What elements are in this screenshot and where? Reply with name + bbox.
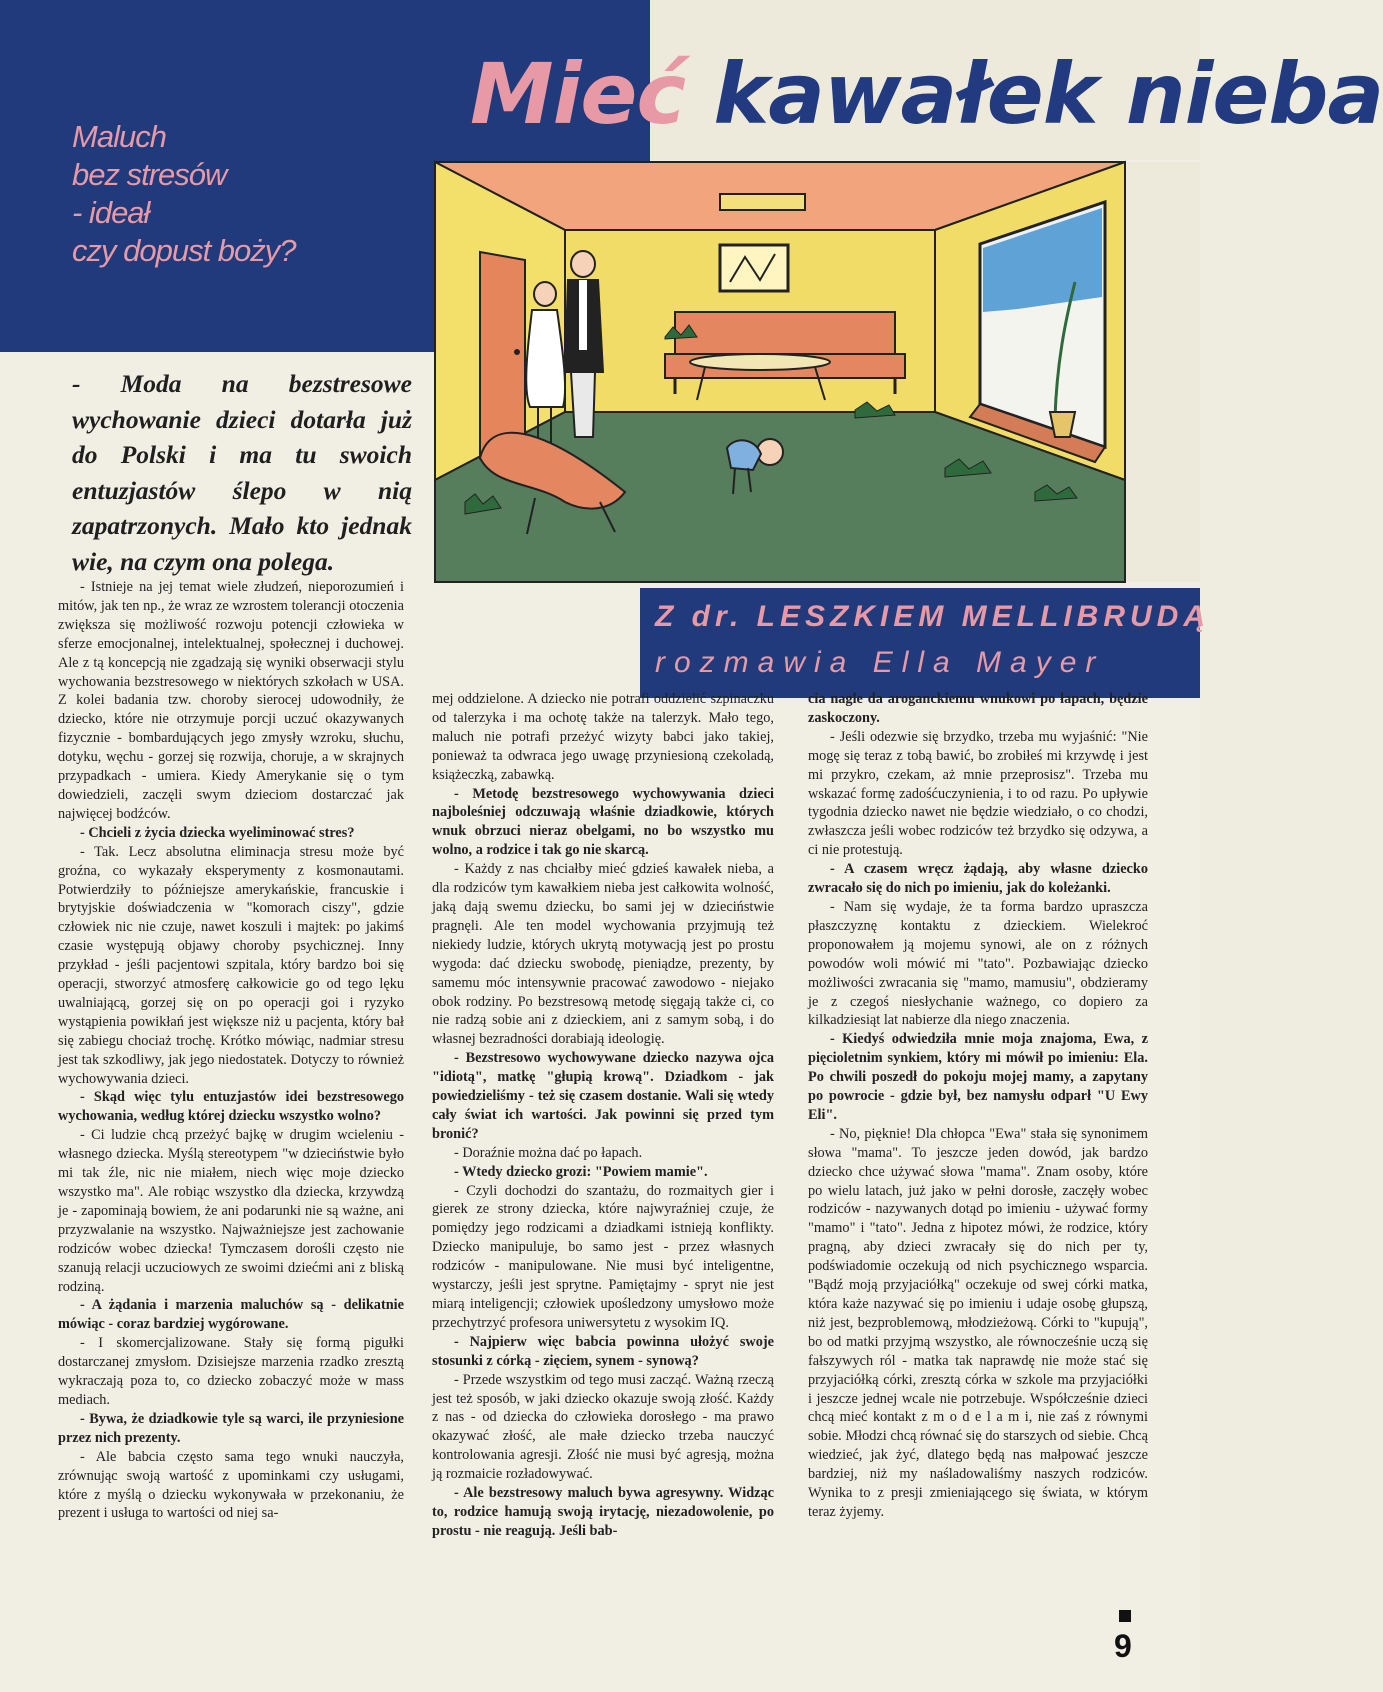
interview-question: - Ale bezstresowy maluch bywa agresywny. Widząc to, rodzice hamują swoją irytację, niezadowolenie, po prostu - nie reagują. Jeśli bab- [432,1485,774,1539]
tagline-line: czy dopust boży? [72,233,296,268]
byline-line: rozmawia Ella Mayer [655,646,1105,679]
interview-answer: - I skomercjalizowane. Stały się formą pigułki dostarczanej zmysłom. Dzisiejsze marzenia rzadko zresztą wykraczają poza to, co dziecko zobaczyć może w mass mediach. [58,1335,404,1408]
interview-question: - Chcieli z życia dziecka wyeliminować stres? [80,824,355,841]
interview-question: - Bywa, że dziadkowie tyle są warci, ile przyniesione przez nich prezenty. [58,1410,404,1446]
tagline-line: Maluch [72,119,166,154]
interview-answer: - Czyli dochodzi do szantażu, do rozmaitych gier i gierek ze strony dziecka, które najwyraźniej czuje, że pomiędzy jego rodzicami a dziadkami istnieją konflikty. Dziecko manipuluje, bo samo jest - przez własnych rodziców - manipulowane. Nie musi być inteligentne, wystarczy, jeśli jest sprytne. Pamiętajmy - spryt nie jest miarą inteligencji; człowiek upośledzony umysłowo może przechytrzyć profesora uniwersytetu z wysokim IQ. [432,1182,774,1331]
interview-answer: - No, pięknie! Dla chłopca "Ewa" stała się synonimem słowa "mama". To jeszcze jeden dowód, jak bardzo dziecko chce używać słowa "mama". Znam osoby, które po wielu latach, już jako w pełni dorosłe, zaczęły wobec rodziców - nazywanych dotąd po imieniu - używać formy "mamo" i "tato". Jedna z hipotez mówi, że rodzice, który pragną, aby dzieci zwracały się do nich per ty, podświadomie oczekują od nich psychicznego wsparcia. "Bądź moją przyjaciółką" oczekuje od swej córki matka, która każe nazywać się po imieniu i udaje osobę głupszą, niż jest, bezproblemową, młodzieżową. Córki to "kupują", bo od matki przyjmą wszystko, ale równocześnie uczą się fałszywych ról - matka tak naprawdę nie może stać się przyjaciółką córki, zresztą córka w szkole ma przyjaciółki i jeszcze jednej wcale nie potrzebuje. Współcześnie dzieci chcą mieć kontakt z m o d e l a m i, nie zaś z równymi sobie. Młodzi chcą równać się do starszych od siebie. Chcą wiedzieć, jak żyć, dlatego będą nas małpować jeszcze bardziej, niż my naśladowaliśmy naszych rodziców. Wynika to z presji zmieniającego się świata, w którym teraz żyjemy. [808,1125,1148,1520]
interview-question: - Kiedyś odwiedziła mnie moja znajoma, Ewa, z pięcioletnim synkiem, który mi mówił po imieniu: Ela. Po chwili poszedł do pokoju mojej mamy, a zapytany po powrocie - gdzie był, bez namysłu odparł "U Ewy Eli". [808,1031,1148,1123]
interview-answer: - Ci ludzie chcą przeżyć bajkę w drugim wcieleniu - własnego dziecka. Myślą stereotypem "w dzieciństwie było mi tak źle, nic nie miałem, niech więc moje dziecko wszystko ma". Ale robiąc wszystko dla dziecka, krzywdzą je - zapominają bowiem, że ani podarunki nie są ważne, ani przyzwalanie na wszystko. Najważniejsze jest zachowanie rodziców wobec dziecka! Tymczasem dorośli często nie szanują relacji uczuciowych ze swoimi dziećmi ani z bliską rodziną. [58,1127,404,1295]
interview-question: - Metodę bezstresowego wychowywania dzieci najboleśniej odczuwają właśnie dziadkowie, których wnuk obrzuci nieraz obelgami, no bo wszystko mu wolno, a rodzice i tak go nie skarcą. [432,785,774,859]
tagline-line: bez stresów [72,157,227,192]
interview-question: - Bezstresowo wychowywane dziecko nazywa ojca "idiotą", matkę "głupią krową". Dziadkom - jak powiedzieliśmy - też się czasem dostanie. Wali się wtedy cały świat ich wartości. Jak powinni się przed tym bronić? [432,1050,774,1142]
end-of-article-square [1119,1610,1131,1622]
interview-answer: - Przede wszystkim od tego musi zacząć. Ważną rzeczą jest też sposób, w jaki dziecko okazuje swoją złość. Każdy z nas - od dziecka do człowieka dorosłego - ma prawo okazywać złość, ale małe dziecko trzeba nauczyć kontrolowania agresji. Złość nie musi być agresją, można ją rozmaicie rozładowywać. [432,1371,774,1483]
interview-answer: - Istnieje na jej temat wiele złudzeń, nieporozumień i mitów, jak ten np., że wraz ze wzrostem tolerancji otoczenia zwiększa się możliwość rozwoju potencji człowieka w sferze emocjonalnej, intelektualnej, społecznej i duchowej. Ale z tą koncepcją nie zgadzają się wyniki obserwacji stylu wychowania bezstresowego w niektórych szkołach w USA. Z kolei badania tzw. choroby sierocej udowodniły, że dziecko, które nie otrzymuje porcji uczuć okazywanych fizycznie - bombardujących jego zmysły wzroku, słuchu, dotyku, węchu - gorzej się rozwija, choruje, a w skrajnych przypadkach - umiera. Kiedy Amerykanie się o tym dowiedzieli, zaczęli swym dzieciom dostarczać jak najwięcej bodźców. [58,579,404,822]
byline-line: Z dr. LESZKIEM MELLIBRUDĄ [655,600,1210,633]
room-illustration [435,162,1200,582]
title-word-2: kawałek nieba [713,45,1383,143]
interview-question: - A czasem wręcz żądają, aby własne dziecko zwracało się do nich po imieniu, jak do koleżanki. [808,861,1148,897]
text-column-3 [808,690,1148,1522]
title-word-1: Mieć [470,45,686,143]
interview-answer: - Jeśli odezwie się brzydko, trzeba mu wyjaśnić: "Nie mogę się teraz z tobą bawić, bo zrobiłeś mi krzywdę i jest mi przykro, czekam, aż mnie przeprosisz". Trzeba mu wskazać formę zadośćuczynienia, i to od razu. Po upływie tygodnia dziecko nawet nie będzie wiedziało, o co chodzi, zwłaszcza jeśli wobec rodziców też brzydko się odzywa, a ci nie protestują. [808,728,1148,859]
tagline-line: - ideał [72,195,150,230]
interview-question: - Skąd więc tylu entuzjastów idei bezstresowego wychowania, według której dziecku wszystko wolno? [58,1089,404,1125]
byline [655,594,1210,686]
article-title [470,45,1383,143]
interview-question: - A żądania i marzenia maluchów są - delikatnie mówiąc - coraz bardziej wygórowane. [58,1297,404,1333]
interview-answer: - Każdy z nas chciałby mieć gdzieś kawałek nieba, a dla rodziców tym kawałkiem nieba jest całkowita wolność, jaką dają swemu dziecku, bo sami jej w dzieciństwie pragnęli. Ale ten model wychowania przyjmują też niekiedy ludzie, których ukrytą motywacją jest po prostu wygoda: dać dziecku swobodę, pieniądze, prezenty, by samemu móc intensywnie pracować zawodowo - niejako obok rodziny. Po bezstresową metodę sięgają także ci, co nie radzą sobie ani z dzieckiem, ani z samym sobą, i do własnej bezradności dorabiają ideologię. [432,861,774,1048]
lead-paragraph: - Moda na bezstresowe wychowanie dzieci dotarła już do Polski i ma tu swoich entuzjastów ślepo w nią zapatrzonych. Mało kto jednak wie, na czym ona polega. [72,369,412,576]
interview-question: cia nagle da aroganckiemu wnukowi po łapach, będzie zaskoczony. [808,691,1148,726]
interview-answer: - Ale babcia często sama tego wnuki nauczyła, zrównując swoją wartość z upominkami czy usługami, które z myślą o dziecku wykonywała w przekonaniu, że prezent i usługa to wartości od niej sa- [58,1448,404,1522]
interview-answer: mej oddzielone. A dziecko nie potrafi oddzielić szpinaczku od talerzyka i ma ochotę także na talerzyk. Mało tego, maluch nie potrafi przeżyć wizyty babci jako takiej, ponieważ ta odwraca jego uwagę przyniesioną czekoladą, książeczką, zabawką. [432,691,774,783]
interview-question: - Wtedy dziecko grozi: "Powiem mamie". [454,1163,708,1180]
interview-question: - Najpierw więc babcia powinna ułożyć swoje stosunki z córką - zięciem, synem - synową? [432,1333,774,1369]
text-column-1 [58,578,404,1523]
page-number: 9 [1114,1628,1132,1664]
tagline [72,118,296,270]
text-column-2 [432,690,774,1541]
interview-answer: - Nam się wydaje, że ta forma bardzo upraszcza płaszczyznę kontaktu z dzieckiem. Wielekroć proponowałem ją mojemu synowi, ale on z różnych powodów woli mówić mi "tato". Pozbawiając dziecko możliwości zwracania się "mamo, mamusiu", obdzieramy je z czegoś niesłychanie ważnego, co dopiero za kilkadziesiąt lat nabierze dla niego znaczenia. [808,898,1148,1029]
interview-answer: - Doraźnie można dać po łapach. [454,1144,643,1161]
interview-answer: - Tak. Lecz absolutna eliminacja stresu może być groźna, co wykazały eksperymenty z kosmonautami. Potwierdziły to późniejsze amerykańskie, francuskie i brytyjskie doświadczenia w "komorach ciszy", gdzie człowiek nic nie czuje, nawet koszuli i majtek: po jakimś czasie występują objawy choroby psychicznej. Inny przykład - jeśli pacjentowi szpitala, który bardzo boi się operacji, stworzyć atmosferę całkowicie go od tego lęku uwalniającą, gorzej się on po operacji goi i ryzyko wystąpienia powikłań jest większe niż u pacjenta, który bał się zabiegu chociaż trochę. Krótko mówiąc, nadmiar stresu jest tak szkodliwy, jak jego niedostatek. Dotyczy to również wychowywania dzieci. [58,843,404,1087]
